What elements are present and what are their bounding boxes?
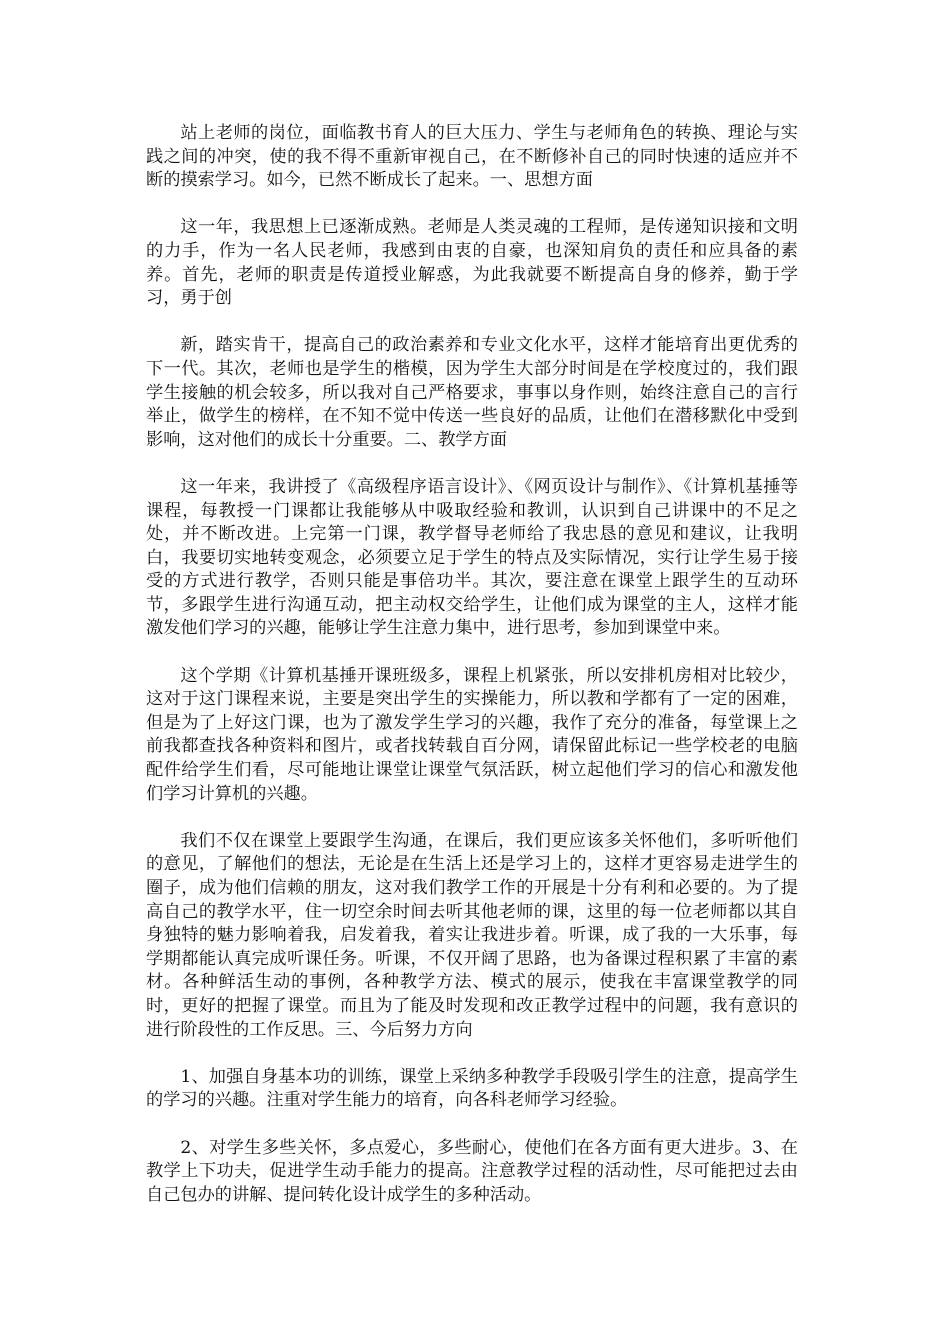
paragraph-1: 站上老师的岗位，面临教书育人的巨大压力、学生与老师角色的转换、理论与实践之间的冲突，使的我不得不重新审视自己，在不断修补自己的同时快速的适应并不断的摸索学习。如今，已然不断成长了起来。一、思想方面 xyxy=(146,123,798,191)
paragraph-2: 这一年，我思想上已逐渐成熟。老师是人类灵魂的工程师，是传递知识接和文明的力手，作为一名人民老师，我感到由衷的自豪，也深知肩负的责任和应具备的素养。首先，老师的职责是传道授业解惑，为此我就要不断提高自身的修养，勤于学习，勇于创 xyxy=(146,217,798,309)
paragraph-5: 这个学期《计算机基捶开课班级多，课程上机紧张，所以安排机房相对比较少，这对于这门课程来说，主要是突出学生的实操能力，所以教和学都有了一定的困难，但是为了上好这门课，也为了激发学生学习的兴趣，我作了充分的准备，每堂课上之前我都查找各种资料和图片，或者找转载自百分网，请保留此标记一些学校老的电脑配件给学生们看，尽可能地让课堂让课堂气氛活跃，树立起他们学习的信心和激发他们学习计算机的兴趣。 xyxy=(146,665,798,804)
paragraph-7: 1、加强自身基本功的训练，课堂上采纳多种教学手段吸引学生的注意，提高学生的学习的兴趣。注重对学生能力的培育，向各科老师学习经验。 xyxy=(146,1066,798,1111)
paragraph-3: 新，踏实肯干，提高自己的政治素养和专业文化水平，这样才能培育出更优秀的下一代。其次，老师也是学生的楷模，因为学生大部分时间是在学校度过的，我们跟学生接触的机会较多，所以我对自己严格要求，事事以身作则，始终注意自己的言行举止，做学生的榜样，在不知不觉中传送一些良好的品质，让他们在潜移默化中受到影响，这对他们的成长十分重要。二、教学方面 xyxy=(146,335,798,450)
paragraph-4: 这一年来，我讲授了《高级程序语言设计》、《网页设计与制作》、《计算机基捶等课程，每教授一门课都让我能够从中吸取经验和教训，认识到自己讲课中的不足之处，并不断改进。上完第一门课，教学督导老师给了我忠恳的意见和建议，让我明白，我要切实地转变观念，必须要立足于学生的特点及实际情况，实行让学生易于接受的方式进行教学，否则只能是事倍功半。其次，要注意在课堂上跟学生的互动环节，多跟学生进行沟通互动，把主动权交给学生，让他们成为课堂的主人，这样才能激发他们学习的兴趣，能够让学生注意力集中，进行思考，参加到课堂中来。 xyxy=(146,476,798,639)
paragraph-8: 2、对学生多些关怀，多点爱心，多些耐心，使他们在各方面有更大进步。3、在教学上下功夫，促进学生动手能力的提高。注意教学过程的活动性，尽可能把过去由自己包办的讲解、提问转化设计成学生的多种活动。 xyxy=(146,1137,798,1205)
paragraph-6: 我们不仅在课堂上要跟学生沟通，在课后，我们更应该多关怀他们，多听听他们的意见，了解他们的想法，无论是在生活上还是学习上的，这样才更容易走进学生的圈子，成为他们信赖的朋友，这对我们教学工作的开展是十分有利和必要的。为了提高自己的教学水平，住一切空余时间去听其他老师的课，这里的每一位老师都以其自身独特的魅力影响着我，启发着我，着实让我进步着。听课，成了我的一大乐事，每学期都能认真完成听课任务。听课，不仅开阔了思路，也为备课过程积累了丰富的素材。各种鲜活生动的事例，各种教学方法、模式的展示，使我在丰富课堂教学的同时，更好的把握了课堂。而且为了能及时发现和改正教学过程中的问题，我有意识的进行阶段性的工作反思。三、今后努力方向 xyxy=(146,830,798,1040)
document-body xyxy=(146,122,798,1231)
